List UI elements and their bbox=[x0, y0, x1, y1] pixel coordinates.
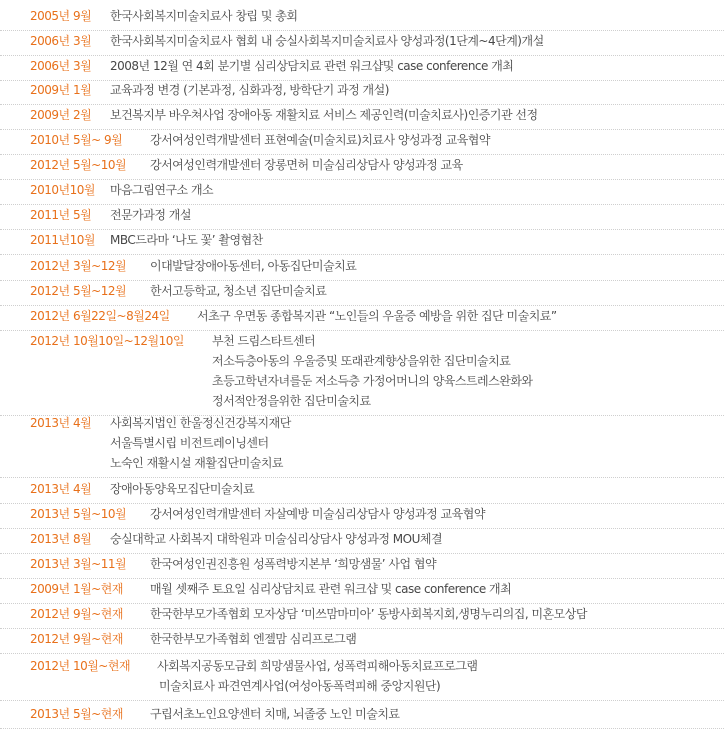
entry-text: 노숙인 재활시설 재활집단미술치료 bbox=[110, 456, 284, 470]
entry-text: 한국사회복지미술치료사 협회 내 숭실사회복지미술치료사 양성과정(1단계~4단계)개설 bbox=[110, 34, 544, 48]
entry-date: 2005년 9월 bbox=[30, 9, 92, 23]
entry-date: 2013년 3월~11월 bbox=[30, 557, 127, 571]
entry-date: 2011년10월 bbox=[30, 233, 95, 247]
entry-text: 2008년 12월 연 4회 분기별 심리상담치료 관련 워크샵및 case conference 개최 bbox=[110, 59, 514, 73]
entry-text: MBC드라마 ‘나도 꽃’ 촬영협찬 bbox=[110, 233, 263, 247]
entry-text: 사회복지법인 한울정신건강복지재단 bbox=[110, 416, 291, 430]
timeline-entry bbox=[0, 155, 724, 180]
entry-date: 2006년 3월 bbox=[30, 59, 92, 73]
timeline-entry bbox=[0, 656, 724, 701]
timeline-entry bbox=[0, 504, 724, 529]
entry-date: 2013년 5월~10월 bbox=[30, 507, 127, 521]
timeline-entry bbox=[0, 704, 724, 729]
entry-text: 미술치료사 파견연계사업(여성아동폭력피해 중앙지원단) bbox=[159, 679, 441, 693]
entry-text: 장애아동양육모집단미술치료 bbox=[110, 482, 255, 496]
timeline-entry bbox=[0, 554, 724, 579]
entry-text: 한국사회복지미술치료사 창립 및 총회 bbox=[110, 9, 298, 23]
timeline-entry bbox=[0, 105, 724, 130]
entry-text: 보건복지부 바우쳐사업 장애아동 재활치료 서비스 제공인력(미술치료사)인증기관 선정 bbox=[110, 108, 538, 122]
timeline-entry bbox=[0, 604, 724, 629]
entry-text: 사회복지공동모금회 희망샘물사업, 성폭력피해아동치료프로그램 bbox=[157, 659, 478, 673]
entry-date: 2013년 4월 bbox=[30, 482, 92, 496]
entry-text: 전문가과정 개설 bbox=[110, 208, 191, 222]
entry-text: 매월 셋째주 토요일 심리상담치료 관련 워크샵 및 case conference 개최 bbox=[150, 582, 512, 596]
entry-text: 한국한부모가족협회 모자상담 ‘미쓰맘마미아’ 동방사회복지회,생명누리의집, 미혼모상담 bbox=[150, 607, 587, 621]
entry-text: 저소득층아동의 우울증및 또래관계향상을위한 집단미술치료 bbox=[212, 354, 511, 368]
entry-text: 서초구 우면동 종합복지관 “노인들의 우울증 예방을 위한 집단 미술치료” bbox=[197, 309, 557, 323]
timeline-entry bbox=[0, 529, 724, 554]
entry-text: 한서고등학교, 청소년 집단미술치료 bbox=[150, 284, 327, 298]
entry-text: 이대발달장애아동센터, 아동집단미술치료 bbox=[150, 259, 357, 273]
timeline-entry bbox=[0, 256, 724, 281]
entry-date: 2012년 5월~12월 bbox=[30, 284, 127, 298]
entry-date: 2012년 10월~현재 bbox=[30, 659, 131, 673]
entry-date: 2009년 2월 bbox=[30, 108, 92, 122]
entry-date: 2010년 5월~ 9월 bbox=[30, 133, 123, 147]
timeline-entry bbox=[0, 579, 724, 604]
timeline-entry bbox=[0, 230, 724, 255]
timeline-entry bbox=[0, 629, 724, 654]
entry-date: 2012년 5월~10월 bbox=[30, 158, 127, 172]
entry-text: 초등고학년자녀를둔 저소득층 가정어머니의 양육스트레스완화와 bbox=[212, 374, 533, 388]
entry-text: 마음그림연구소 개소 bbox=[110, 183, 214, 197]
entry-date: 2013년 8월 bbox=[30, 532, 92, 546]
entry-text: 강서여성인력개발센터 장롱면허 미술심리상담사 양성과정 교육 bbox=[150, 158, 463, 172]
entry-date: 2012년 9월~현재 bbox=[30, 607, 123, 621]
entry-text: 구립서초노인요양센터 치매, 뇌졸중 노인 미술치료 bbox=[150, 707, 400, 721]
entry-date: 2013년 4월 bbox=[30, 416, 92, 430]
entry-date: 2013년 5월~현재 bbox=[30, 707, 123, 721]
timeline-entry bbox=[0, 31, 724, 56]
timeline-entry bbox=[0, 281, 724, 306]
timeline-entry bbox=[0, 205, 724, 230]
entry-date: 2012년 10월10일~12월10일 bbox=[30, 334, 184, 348]
entry-text: 강서여성인력개발센터 표현예술(미술치료)치료사 양성과정 교육협약 bbox=[150, 133, 490, 147]
entry-date: 2006년 3월 bbox=[30, 34, 92, 48]
entry-text: 정서적안정을위한 집단미술치료 bbox=[212, 394, 371, 408]
entry-text: 강서여성인력개발센터 자살예방 미술심리상담사 양성과정 교육협약 bbox=[150, 507, 485, 521]
entry-date: 2012년 3월~12월 bbox=[30, 259, 127, 273]
entry-text: 한국여성인권진흥원 성폭력방지본부 ‘희망샘물’ 사업 협약 bbox=[150, 557, 437, 571]
entry-text: 서울특별시립 비전트레이닝센터 bbox=[110, 436, 269, 450]
timeline-entry bbox=[0, 479, 724, 504]
entry-date: 2009년 1월~현재 bbox=[30, 582, 123, 596]
timeline-entry bbox=[0, 6, 724, 31]
entry-date: 2012년 6월22일~8월24일 bbox=[30, 309, 170, 323]
entry-text: 한국한부모가족협회 엔젤맘 심리프로그램 bbox=[150, 632, 357, 646]
timeline-entry bbox=[0, 306, 724, 331]
timeline-entry bbox=[0, 56, 724, 81]
entry-text: 교육과정 변경 (기본과정, 심화과정, 방학단기 과정 개설) bbox=[110, 83, 389, 97]
timeline-entry bbox=[0, 331, 724, 416]
entry-text: 숭실대학교 사회복지 대학원과 미술심리상담사 양성과정 MOU체결 bbox=[110, 532, 443, 546]
timeline-entry bbox=[0, 80, 724, 105]
timeline-entry bbox=[0, 130, 724, 155]
timeline-entry bbox=[0, 413, 724, 478]
timeline-entry bbox=[0, 180, 724, 205]
entry-date: 2009년 1월 bbox=[30, 83, 92, 97]
entry-text: 부천 드림스타트센터 bbox=[212, 334, 316, 348]
entry-date: 2012년 9월~현재 bbox=[30, 632, 123, 646]
entry-date: 2010년10월 bbox=[30, 183, 95, 197]
entry-date: 2011년 5월 bbox=[30, 208, 92, 222]
